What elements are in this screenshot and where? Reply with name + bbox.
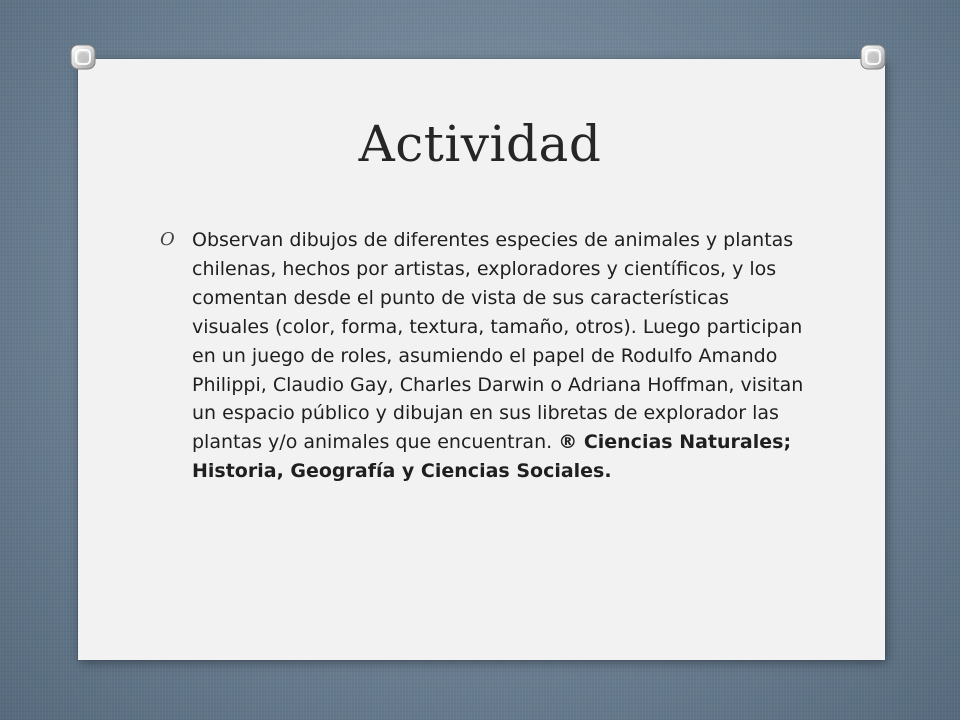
pushpin-icon [68, 42, 98, 72]
pushpin-icon [858, 42, 888, 72]
slide-title: Actividad [358, 115, 602, 173]
subject-reference: ® Ciencias Naturales; Historia, Geografía y Ciencias Sociales. [192, 431, 792, 483]
bullet-item [160, 226, 810, 486]
activity-description: Observan dibujos de diferentes especies de animales y plantas chilenas, hechos por artistas, exploradores y científicos, y los comentan desde el punto de vista de sus características visuales (color, forma, textura, tamaño, otros). Luego participan en un juego de roles, asumiendo el papel de Rodulfo Amando Philippi, Claudio Gay, Charles Darwin o Adriana Hoffman, visitan un espacio público y dibujan en sus libretas de explorador las plantas y/o animales que encuentran. [192, 229, 804, 454]
bullet-list [160, 226, 810, 486]
bullet-marker: O [160, 229, 175, 250]
